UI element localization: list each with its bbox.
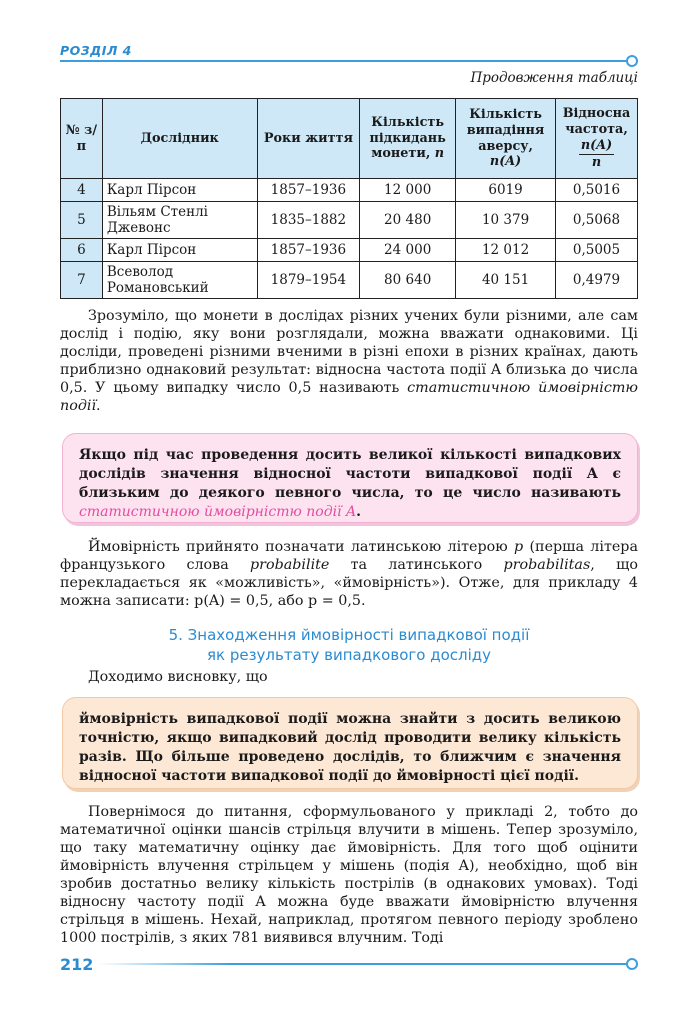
- row-tosses: 80 640: [360, 262, 456, 299]
- row-heads: 10 379: [456, 202, 556, 239]
- paragraph-notation: [60, 538, 638, 610]
- row-researcher: Всеволод Романовський: [102, 262, 257, 299]
- definition-end: .: [356, 504, 361, 520]
- header-heads-label: Кількість випадіння аверсу,: [466, 106, 545, 154]
- notation-text-d: , що перекладається як «можливість», «ймовірність»). Отже, для прикладу 4 можна записати: p(A) = 0,5, або p = 0,5.: [60, 557, 638, 609]
- fraction-numerator: n(A): [580, 138, 613, 153]
- latin-word: probabilitas: [503, 557, 591, 573]
- notation-text-b: (перша літера французького слова: [60, 539, 638, 573]
- row-frequency: 0,4979: [556, 262, 638, 299]
- section-heading-line2: як результату випадкового досліду: [206, 646, 492, 664]
- notation-text-a: Ймовірність прийнято позначати латинською літерою: [88, 539, 515, 555]
- fraction-denominator: n: [591, 154, 602, 170]
- french-word: probabilite: [250, 557, 330, 573]
- row-researcher: Карл Пірсон: [102, 239, 257, 262]
- header-researcher: Дослідник: [102, 99, 257, 179]
- header-tosses-label: Кількість підкидань монети,: [369, 114, 446, 162]
- row-heads: 40 151: [456, 262, 556, 299]
- table-row: [61, 262, 638, 299]
- row-years: 1857–1936: [257, 239, 360, 262]
- paragraph-text: Зрозуміло, що монети в дослідах різних учених були різними, але сам дослід і подію, яку вони розглядали, можна вважати однаковими. Ці досліди, проведені різними вченими в різні епохи в різних країнах, дають приблизно однаковий результат: відносна частота події A близька до числа 0,5. У цьому випадку число 0,5 називають: [60, 308, 638, 396]
- row-tosses: 20 480: [360, 202, 456, 239]
- section-label: РОЗДІЛ 4: [60, 43, 132, 58]
- row-frequency: 0,5068: [556, 202, 638, 239]
- table-row: [61, 179, 638, 202]
- row-num: 4: [61, 179, 103, 202]
- header-rule-dot: [626, 55, 638, 67]
- statistical-probability-term: статистичною ймовірністю події: [60, 380, 638, 414]
- row-years: 1835–1882: [257, 202, 360, 239]
- row-researcher: Карл Пірсон: [102, 179, 257, 202]
- frequency-fraction: [579, 138, 614, 171]
- row-frequency: 0,5005: [556, 239, 638, 262]
- table-header-row: [61, 99, 638, 179]
- section-heading: [60, 625, 638, 665]
- row-num: 5: [61, 202, 103, 239]
- header-years: Роки життя: [257, 99, 360, 179]
- header-num: № з/п: [61, 99, 103, 179]
- row-heads: 12 012: [456, 239, 556, 262]
- conclusion-box: ймовірність випадкової події можна знайти з досить великою точністю, якщо випадковий дослід проводити велику кількість разів. Що більше проведено дослідів, то ближчим є значення відносної частоти випадкової події до ймовірності цієї події.: [62, 697, 638, 789]
- row-tosses: 12 000: [360, 179, 456, 202]
- row-heads: 6019: [456, 179, 556, 202]
- table-continuation-caption: Продовження таблиці: [470, 70, 638, 86]
- footer-rule: [98, 963, 630, 965]
- definition-box: [62, 433, 638, 523]
- row-researcher: Вільям Стенлі Джевонс: [102, 202, 257, 239]
- header-rule: [60, 60, 630, 62]
- row-years: 1879–1954: [257, 262, 360, 299]
- row-num: 6: [61, 239, 103, 262]
- notation-var-p: p: [514, 539, 524, 555]
- paragraph-coin-experiments: [60, 307, 638, 415]
- header-heads-var: n(A): [489, 154, 522, 170]
- header-frequency: [556, 99, 638, 179]
- header-tosses-var: n: [434, 146, 445, 162]
- paragraph-end: .: [96, 398, 101, 414]
- row-tosses: 24 000: [360, 239, 456, 262]
- notation-text-c: та латинського: [329, 557, 504, 573]
- table-row: [61, 202, 638, 239]
- table-row: [61, 239, 638, 262]
- paragraph-shooter: Повернімося до питання, сформульованого у прикладі 2, тобто до математичної оцінки шансів стрільця влучити в мішень. Тепер зрозуміло, що таку математичну оцінку дає ймовірність. Для того щоб оцінити ймовірність влучення стрільцем у мішень (подія A), необхідно, щоб він зробив достатньо велику кількість пострілів (в однакових умовах). Тоді відносну частоту події A можна буде вважати ймовірністю влучення стрільця в мішень. Нехай, наприклад, протягом певного періоду зроблено 1000 пострілів, з яких 781 виявився влучним. Тоді: [60, 804, 638, 946]
- section-heading-line1: 5. Знаходження ймовірності випадкової події: [168, 626, 530, 644]
- definition-term: статистичною ймовірністю події A: [79, 504, 357, 520]
- footer-rule-dot: [626, 958, 638, 970]
- lead-in-text: Доходимо висновку, що: [88, 669, 268, 685]
- header-frequency-label: Відносна частота,: [562, 106, 631, 138]
- page-number: 212: [60, 955, 94, 974]
- row-frequency: 0,5016: [556, 179, 638, 202]
- header-tosses: [360, 99, 456, 179]
- coin-toss-table: [60, 98, 638, 299]
- row-num: 7: [61, 262, 103, 299]
- definition-text: Якщо під час проведення досить великої кількості випадкових дослідів значення відносної частоти випадкової події A є близьким до деякого певного числа, то це число називають: [79, 447, 621, 501]
- row-years: 1857–1936: [257, 179, 360, 202]
- header-heads: [456, 99, 556, 179]
